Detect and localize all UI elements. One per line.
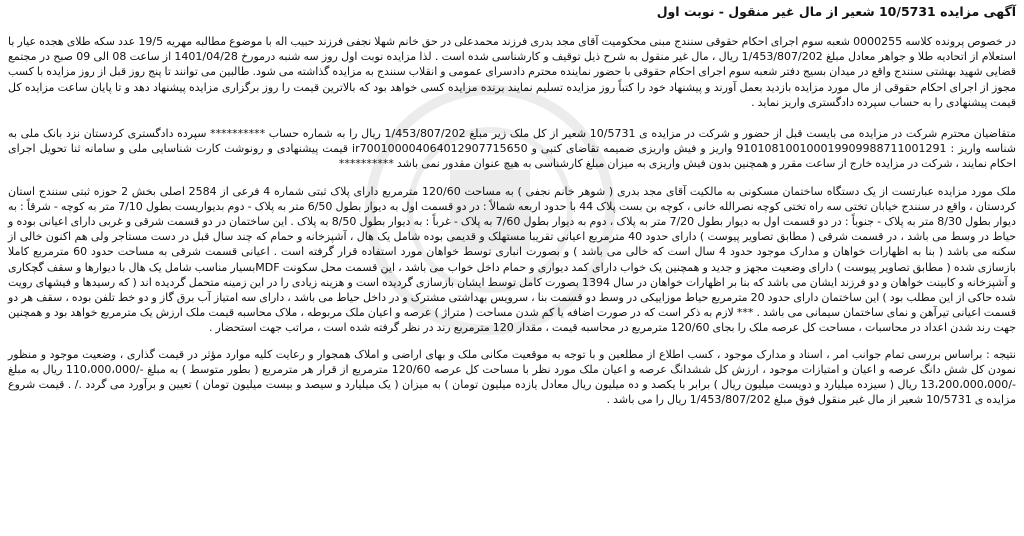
case-details-paragraph: در خصوص پرونده کلاسه 0000255 شعبه سوم اجرای احکام حقوقی سنندج مبنی محکومیت آقای مجد بدری فرزند محمدعلی در حق خانم شهلا نجفی فرزند حبیب اله با موضوع مطالبه مهریه 19/5 عدد سکه طلای هجده عیار با استعلام از اتحادیه طلا و جواهر معادل مبلغ 1/453/807/202 ریال ، مال غیر منقول به شرح ذیل توقیف و کارشناسی شده است . لذا مزایده نوبت اول روز سه شنبه درمورخ 1401/04/28 از ساعت 08 الی 09 صبح در مجتمع قضایی شهید بهشتی سنندج واقع در میدان بسیج دفتر شعبه سوم اجرای احکام حقوقی با حضور نماینده محترم دادسرای عمومی و انقلاب سنندج به مزایده گذاشته می شود. طالبین می توانند تا پنج روز قبل از روز مزایده با کسب مجوز از اجرای احکام حقوقی از مال مورد مزایده بازدید بعمل آورند و پیشنهاد خود را کتباً روز مزایده تسلیم نمایند برنده مزایده کسی خواهد بود که بالاترین قیمت را روز برگزاری مزایده پیشنهاد دهد و تا پایان ساعت مزایده کل قیمت پیشنهادی را به حساب سپرده دادگستری واریز نماید . bbox=[8, 35, 1017, 109]
valuation-result-paragraph: نتیجه : براساس بررسی تمام جوانب امر ، اسناد و مدارک موجود ، کسب اطلاع از مطلعین و با توجه به موقعیت مکانی ملک و بهای اراضی و املاک همجوار و رعایت کلیه موارد مؤثر در قیمت گذاری ، وضعیت موجود و منظور نمودن کل شش دانگ عرصه و اعیان و امتیازات موجود ، ارزش کل ششدانگ عرصه و اعیان ملک مورد نظر با مساحت کل عرصه 120/60 مترمربع از قرار هر مترمربع ( بطور متوسط ) به مبلغ -/110،000،000 ریال به مبلغ -/13،200،000،000 ریال ( سیزده میلیارد و دویست میلیون ریال ) برابر با یکصد و ده میلیون ریال معادل یازده میلیون تومان ) به میزان ( یک میلیارد و سیصد و بیست میلیون تومان ) تعیین و برآورد می گردد ./ . قیمت شروع مزایده ی 10/5731 شعیر از مال غیر منقول فوق مبلغ 1/453/807/202 ریال را می باشد . bbox=[8, 347, 1016, 407]
notice-title: آگهی مزایده 10/5731 شعیر از مال غیر منقول - نوبت اول bbox=[656, 4, 1016, 19]
property-description-paragraph: ملک مورد مزایده عبارتست از یک دستگاه ساختمان مسکونی به مالکیت آقای مجد بدری ( شوهر خانم نجفی ) به مساحت 120/60 مترمربع دارای پلاک ثبتی شماره 4 فرعی از 2584 اصلی بخش 2 حوزه ثبتی سنندج استان کردستان ، واقع در سنندج خیابان تختی سه راه تختی کوچه نصرالله خانی ، کوچه بن بست پلاک 44 با حدود اربعه شمالاً : در دو قسمت اول به دیوار بطول 6/50 متر به پلاک - دوم بدیواریست بطول 7/10 متر به کوچه - شرقاً : به دیوار بطول 8/30 متر به پلاک - جنوباً : در دو قسمت اول به دیوار بطول 7/20 متر به پلاک ، دوم به دیوار بطول 7/60 به پلاک - غرباً : به دیوار بطول 8/50 به پلاک . این ساختمان در دو قسمت شرقی و غربی دارای اعیانی بوده و حیاط در وسط می باشد ، در قسمت شرقی ( مطابق تصاویر پیوست ) دارای حدود 40 مترمربع اعیانی تقریبا مستهلک و قدیمی بوده شامل یک هال ، آشپزخانه و حمام که چند سال قبل در دست مستاجر ولی هم اکنون خالی از سکنه می باشد ( بنا به اظهارات خواهان و مدارک موجود حدود 4 سال است که خالی می باشد ) و بصورت انباری توسط خواهان مورد استفاده قرار گرفته است . اعیانی قسمت شرقی به مساحت حدود 60 مترمربع کاملا بازسازی شده ( مطابق تصاویر پیوست ) دارای وضعیت مجهز و جدید و همچنین یک خواب دارای کمد دیواری و حمام داخل خواب می باشد ، این قسمت محل سکونت MDFبسیار مناسب شامل یک هال با دیوارها و سقف گچکاری و آشپزخانه و کابینت خواهان و دو فرزند ایشان می باشد که بنا بر اظهارات خواهان در سال 1394 بصورت کامل توسط ایشان بازسازی گردیده است و هزینه زیادی را در این زمینه متحمل گردیده اند ( که رسیدها و فیشهای رویت شده حاکی از این مطلب بود ) این ساختمان دارای حدود 20 مترمربع حیاط موزاییکی در وسط دو قسمت بنا ، سرویس بهداشتی مشترک و در داخل حیاط می باشد ، دارای سه امتیاز آب برق گاز و دو خط تلفن بوده ، سقف هر دو قسمت اعیانی تیرآهن و نمای ساختمان سیمانی می باشد . *** لازم به ذکر است که در صورت اضافه یا کم شدن مساحت ( متراژ ) عرصه و اعیان ملک مربوطه ، ملاک محاسبه قیمت ملک ارزش یک مترمربع خواهد بود و همچنین جهت رند شدن اعداد در محاسبات ، مساحت کل عرصه ملک را بجای 120/60 مترمربع در محاسبه قیمت ، مقدار 120 مترمربع رند در نظر گرفته شده است ، مراتب جهت استحضار . bbox=[8, 184, 1017, 335]
participation-terms-paragraph: متقاضیان محترم شرکت در مزایده می بایست قبل از حضور و شرکت در مزایده ی 10/5731 شعیر از کل ملک زیر مبلغ 1/453/807/202 ریال را به شماره حساب ********** سپرده دادگستری کردستان نزد بانک ملی به شناسه واریز : 910108100100019909988711001291 واریز و فیش واریزی ضمیمه تقاضای کتبی و ir700100004064012907715650 قیمت پیشنهادی و رونوشت کارت شناسایی ملی و سامانه ثنا تحویل اجرای احکام نمایند ، شرکت در مزایده خارج از ساعت مقرر و همچنین بدون فیش واریزی به میزان مبلغ کارشناسی به هیچ عنوان مقدور نمی باشد ********** bbox=[8, 127, 1017, 171]
